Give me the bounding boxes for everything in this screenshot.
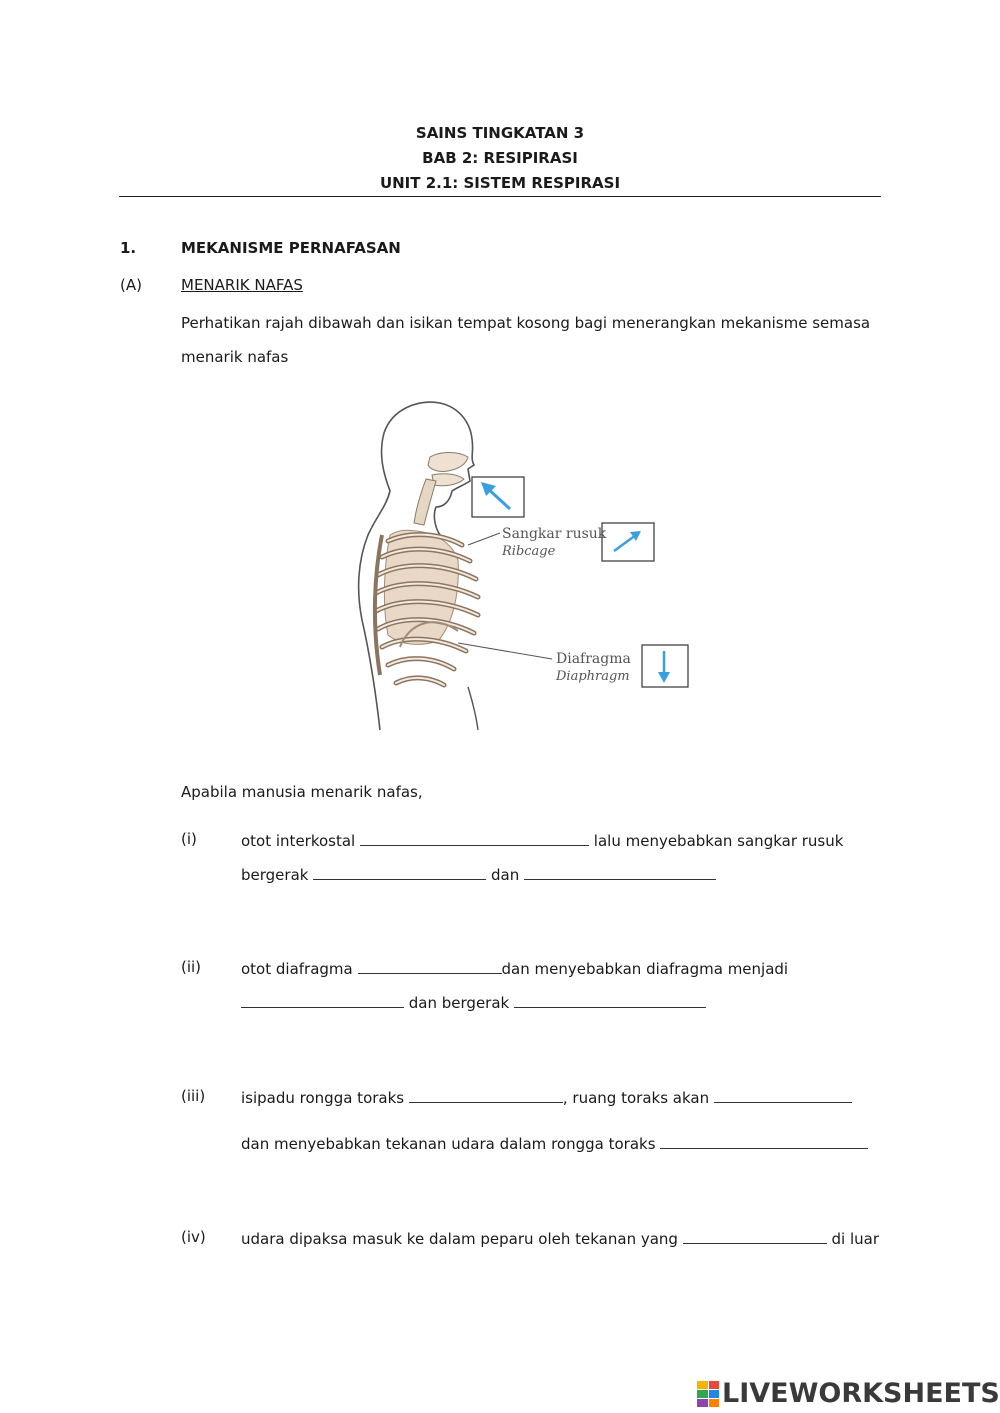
section-title: MEKANISME PERNAFASAN [181, 239, 401, 257]
label-ribcage-en: Ribcage [502, 544, 556, 559]
header-divider [119, 196, 881, 197]
item-iv-number: (iv) [181, 1228, 206, 1246]
liveworksheets-text: LIVEWORKSHEETS [722, 1378, 1000, 1409]
doc-title-unit: UNIT 2.1: SISTEM RESPIRASI [379, 174, 621, 192]
respiratory-diagram [340, 395, 710, 740]
item-iii-line-1: isipadu rongga toraks , ruang toraks akan [241, 1087, 852, 1107]
blank-iii-1[interactable] [409, 1087, 563, 1103]
item-iii-number: (iii) [181, 1087, 206, 1105]
item-ii-line-1: otot diafragma dan menyebabkan diafragma menjadi [241, 960, 789, 978]
label-ribcage: Sangkar rusuk [502, 526, 607, 542]
item-i-line-2: bergerak dan [241, 864, 716, 884]
subsection-title: MENARIK NAFAS [181, 276, 303, 294]
item-ii-number: (ii) [181, 958, 202, 976]
item-iv-line-1: udara dipaksa masuk ke dalam peparu oleh tekanan yang di luar [241, 1230, 880, 1248]
section-number: 1. [120, 239, 137, 257]
blank-i-1[interactable] [360, 830, 589, 846]
blank-i-3[interactable] [524, 864, 716, 880]
instruction-line-2: menarik nafas [181, 348, 289, 366]
intro-text: Apabila manusia menarik nafas, [181, 783, 423, 801]
item-iii-line-2: dan menyebabkan tekanan udara dalam rongga toraks [241, 1133, 868, 1153]
liveworksheets-watermark [697, 1378, 1000, 1409]
item-i-number: (i) [181, 830, 197, 848]
doc-title-subject: SAINS TINGKATAN 3 [415, 124, 585, 142]
subsection-label: (A) [120, 276, 142, 294]
item-ii-line-2: dan bergerak [241, 992, 706, 1012]
item-i-line-1: otot interkostal lalu menyebabkan sangkar rusuk [241, 832, 844, 850]
blank-iii-3[interactable] [660, 1133, 868, 1149]
doc-title-chapter: BAB 2: RESIPIRASI [422, 149, 578, 167]
blank-ii-2[interactable] [241, 992, 404, 1008]
blank-iv-1[interactable] [683, 1228, 827, 1244]
instruction-line-1: Perhatikan rajah dibawah dan isikan tempat kosong bagi menerangkan mekanisme semasa [181, 314, 871, 332]
blank-iii-2[interactable] [714, 1087, 852, 1103]
trachea [414, 479, 436, 525]
blank-ii-1[interactable] [358, 958, 502, 974]
liveworksheets-logo-icon [697, 1381, 719, 1407]
blank-i-2[interactable] [313, 864, 486, 880]
blank-ii-3[interactable] [514, 992, 706, 1008]
label-diaphragm: Diafragma [556, 651, 631, 667]
nasal-cavity [428, 453, 468, 472]
label-diaphragm-en: Diaphragm [556, 669, 630, 684]
